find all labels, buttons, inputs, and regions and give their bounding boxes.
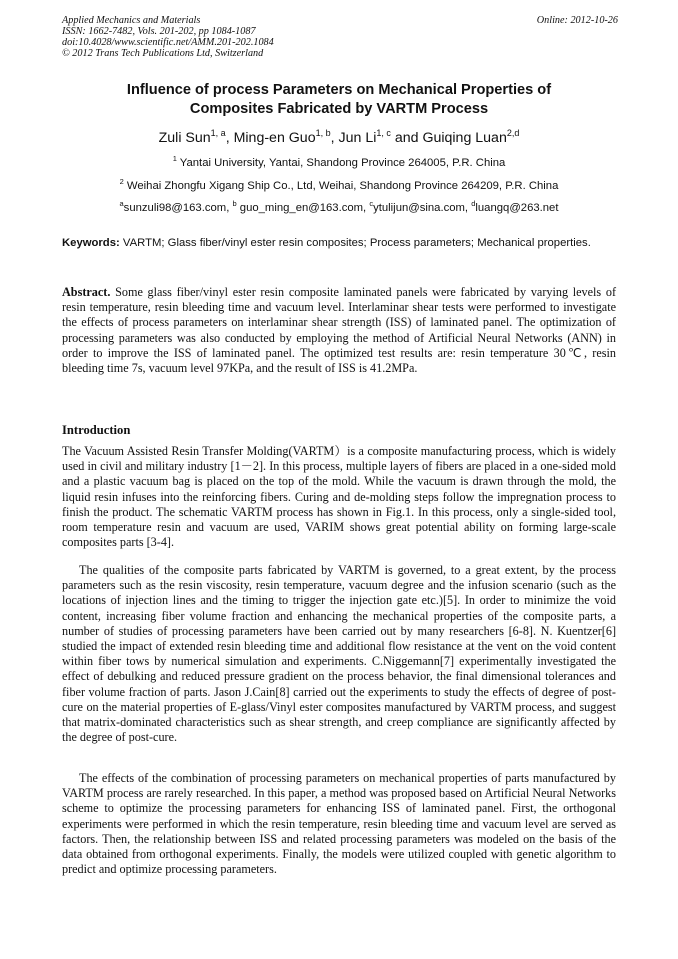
author-affiliation-mark: 1, a [210, 128, 226, 138]
journal-name: Applied Mechanics and Materials [62, 15, 201, 26]
affiliation-text: Yantai University, Yantai, Shandong Province 264005, P.R. China [179, 157, 506, 169]
online-date: Online: 2012-10-26 [536, 15, 618, 26]
email-address: luangq@263.net [475, 202, 559, 214]
email-address: ytulijun@sina.com, [373, 202, 472, 214]
intro-paragraph-3: The effects of the combination of processing parameters on mechanical properties of parts manufactured by VARTM process are rarely researched. In this paper, a method was proposed based on Artificial Neural Networks scheme to optimize the processing parameters for enhancing ISS of laminated panel. First, the orthogonal experiments were performed in which the resin temperature, resin bleeding time and vacuum level are served as factors. Then, the relationship between ISS and related processing parameters was modeled on the basis of the data obtained from orthogonal experiments. Finally, the models were utilized coupled with genetic algorithm to predict and optimize processing parameters. [62, 771, 616, 877]
author-name: Guiqing Luan [422, 130, 507, 146]
abstract-section [62, 285, 616, 376]
affiliation-number: 2 [119, 177, 124, 186]
affiliation-text: Weihai Zhongfu Xigang Ship Co., Ltd, Weihai, Shandong Province 264209, P.R. China [126, 180, 559, 192]
paper-title [62, 81, 616, 119]
author-affiliation-mark: 1, c [376, 128, 391, 138]
intro-paragraph-1: The Vacuum Assisted Resin Transfer Molding(VARTM）is a composite manufacturing process, which is widely used in civil and military industry [1－2]. In this process, multiple layers of fibers are placed in a one-sided mold and a plastic vacuum bag is placed on the top of the mold. While the vacuum is drawn through the mold, the liquid resin infuses into the reinforcing fibers. Curing and de-molding steps follow the impregnation process to finish the product. The schematic VARTM process has shown in Fig.1. In this process, only a single-sided tool, room temperature resin and vacuum are used, VARIM shows great potential ability on forming large-scale composites parts [3-4]. [62, 444, 616, 550]
email-mark: d [471, 199, 476, 208]
author-separator: , [225, 130, 234, 146]
email-mark: b [232, 199, 237, 208]
keywords-section [62, 236, 616, 252]
section-heading-introduction: Introduction [62, 423, 131, 437]
author-affiliation-mark: 1, b [315, 128, 331, 138]
keywords-text: VARTM; Glass fiber/vinyl ester resin composites; Process parameters; Mechanical properties. [119, 237, 591, 249]
email-address: guo_ming_en@163.com, [236, 202, 370, 214]
author-list [62, 129, 616, 147]
author-affiliation-mark: 2,d [506, 128, 520, 138]
author-separator: and [390, 130, 423, 146]
copyright-line: © 2012 Trans Tech Publications Ltd, Switzerland [62, 48, 264, 59]
author-separator: , [330, 130, 339, 146]
intro-paragraph-2: The qualities of the composite parts fabricated by VARTM is governed, to a great extent, by the process parameters such as the resin viscosity, resin temperature, vacuum degree and the infusion scenario (such as the locations of injection lines and the timing to trigger the injection gate etc.)[5]. In order to minimize the void content, increasing fiber volume fraction and enhancing the mechanical properties of the composite parts, a number of studies of processing parameters have been carried out by many researchers [6-8]. N. Kuentzer[6] studied the impact of extended resin bleeding time and additional flow resistance at the vent on the void content within fiber tows by numerical simulation and experiments. C.Niggemann[7] experimentally investigated the effect of debulking and reduced pressure gradient on the process behavior, the final dimensional tolerances and fiber volume fraction of parts. Jason J.Cain[8] carried out the experiments to study the effects of degree of post-cure on the material properties of E-glass/Vinyl ester composites manufactured by VARTM process, and suggest that matrix-dominated characteristics such as shear strength, and creep compliance are significantly affected by the degree of post-cure. [62, 563, 616, 745]
email-mark: a [119, 199, 124, 208]
doi-line: doi:10.4028/www.scientific.net/AMM.201-202.1084 [62, 37, 274, 48]
email-address: sunzuli98@163.com, [123, 202, 233, 214]
email-mark: c [369, 199, 374, 208]
affiliation-1 [62, 156, 616, 170]
abstract-text: Some glass fiber/vinyl ester resin composite laminated panels were fabricated by varying levels of resin temperature, resin bleeding time and vacuum level. Interlaminar shear tests were performed to investigate the effects of process parameters on interlaminar shear strength (ISS) of laminated panel. The optimization of processing parameters was also conducted by employing the method of Artificial Neural Networks (ANN) in order to improve the ISS of laminated panel. The optimized test results are: resin temperature 30℃, resin bleeding time 7s, vacuum level 97KPa, and the result of ISS is 41.2MPa. [62, 285, 616, 376]
title-line-1: Influence of process Parameters on Mechanical Properties of [126, 82, 552, 98]
author-name: Jun Li [338, 130, 377, 146]
title-line-2: Composites Fabricated by VARTM Process [189, 101, 489, 117]
publication-header [62, 15, 618, 59]
affiliation-2 [62, 179, 616, 193]
author-name: Zuli Sun [158, 130, 211, 146]
abstract-label: Abstract. [62, 285, 111, 299]
keywords-label: Keywords: [62, 237, 120, 249]
issn-line: ISSN: 1662-7482, Vols. 201-202, pp 1084-1087 [62, 26, 256, 37]
email-list [62, 201, 616, 215]
affiliation-number: 1 [172, 154, 177, 163]
author-name: Ming-en Guo [233, 130, 316, 146]
